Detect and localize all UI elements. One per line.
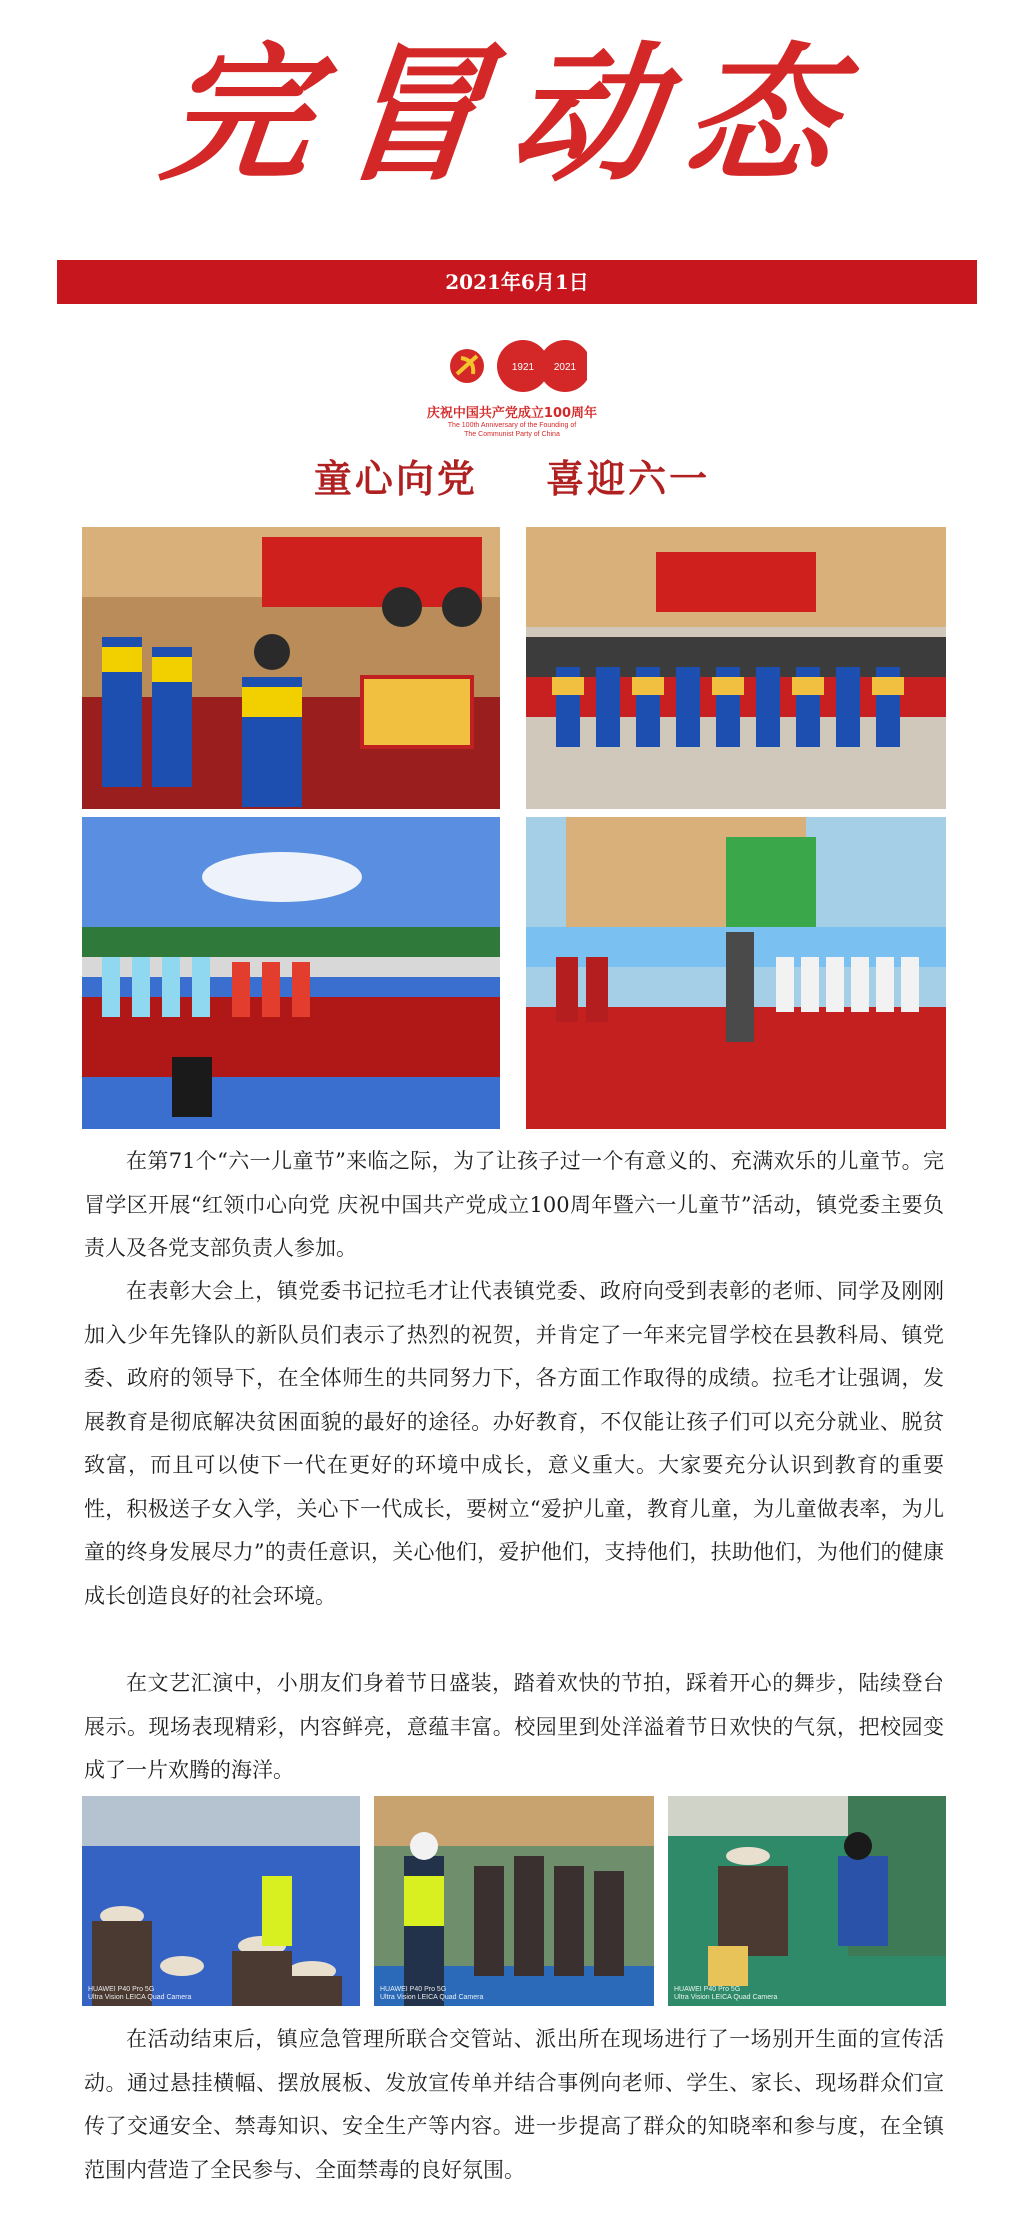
emblem-caption [387,402,637,439]
paragraph-4: 在活动结束后，镇应急管理所联合交管站、派出所在现场进行了一场别开生面的宣传活动。通过悬挂横幅、摆放展板、发放宣传单并结合事例向老师、学生、家长、现场群众们宣传了交通安全、禁毒知识、安全生产等内容。进一步提高了群众的知晓率和参与度，在全镇范围内营造了全民参与、全面禁毒的良好氛围。 [84,2027,944,2182]
photo-stage-performance [526,817,946,1129]
emblem-caption-zh: 庆祝中国共产党成立100周年 [426,406,598,421]
photo-award-ceremony [82,527,500,809]
paragraph-1: 在第71个“六一儿童节”来临之际，为了让孩子过一个有意义的、充满欢乐的儿童节。完冒学区开展“红领巾心向党 庆祝中国共产党成立100周年暨六一儿童节”活动，镇党委主要负责人及各党支部负责人参加。 [84,1149,944,1260]
masthead [0,29,1024,201]
photo-outreach-talk [668,1796,946,2006]
headline [0,448,1024,503]
date-bar: 2021年6月1日 [57,260,977,304]
photo-traffic-police [374,1796,654,2006]
photo-crowd-briefing [82,1796,360,2006]
paragraph-3: 在文艺汇演中，小朋友们身着节日盛装，踏着欢快的节拍，踩着开心的舞步，陆续登台展示。现场表现精彩，内容鲜亮，意蕴丰富。校园里到处洋溢着节日欢快的气氛，把校园变成了一片欢腾的海洋。 [84,1671,944,1782]
headline-part-2: 喜迎六一 [546,456,711,501]
headline-part-1: 童心向党 [313,456,478,501]
emblem-caption-en-2: The Communist Party of China [464,431,560,438]
photo-watermark: HUAWEI P40 Pro 5G Ultra Vision LEICA Quad Camera [674,1986,778,2001]
photo-watermark: HUAWEI P40 Pro 5G Ultra Vision LEICA Quad Camera [380,1986,484,2001]
hammer-sickle-icon [450,349,484,383]
emblem-year-right: 2021 [553,362,577,373]
emblem-year-left: 1921 [511,362,535,373]
photo-students-lineup [526,527,946,809]
paragraph-2: 在表彰大会上，镇党委书记拉毛才让代表镇党委、政府向受到表彰的老师、同学及刚刚加入少年先锋队的新队员们表示了热烈的祝贺，并肯定了一年来完冒学校在县教科局、镇党委、政府的领导下，在全体师生的共同努力下，各方面工作取得的成绩。拉毛才让强调，发展教育是彻底解决贫困面貌的最好的途径。办好教育，不仅能让孩子们可以充分就业、脱贫致富，而且可以使下一代在更好的环境中成长，意义重大。大家要充分认识到教育的重要性，积极送子女入学，关心下一代成长，要树立“爱护儿童，教育儿童，为儿童做表率，为儿童的终身发展尽力”的责任意识，关心他们，爱护他们，支持他们，扶助他们，为他们的健康成长创造良好的社会环境。 [84,1279,944,1608]
masthead-title: 完冒动态 [154,29,870,201]
photo-watermark: HUAWEI P40 Pro 5G Ultra Vision LEICA Quad Camera [88,1986,192,2001]
photo-stage-dance [82,817,500,1129]
emblem-caption-en-1: The 100th Anniversary of the Founding of [447,422,577,429]
